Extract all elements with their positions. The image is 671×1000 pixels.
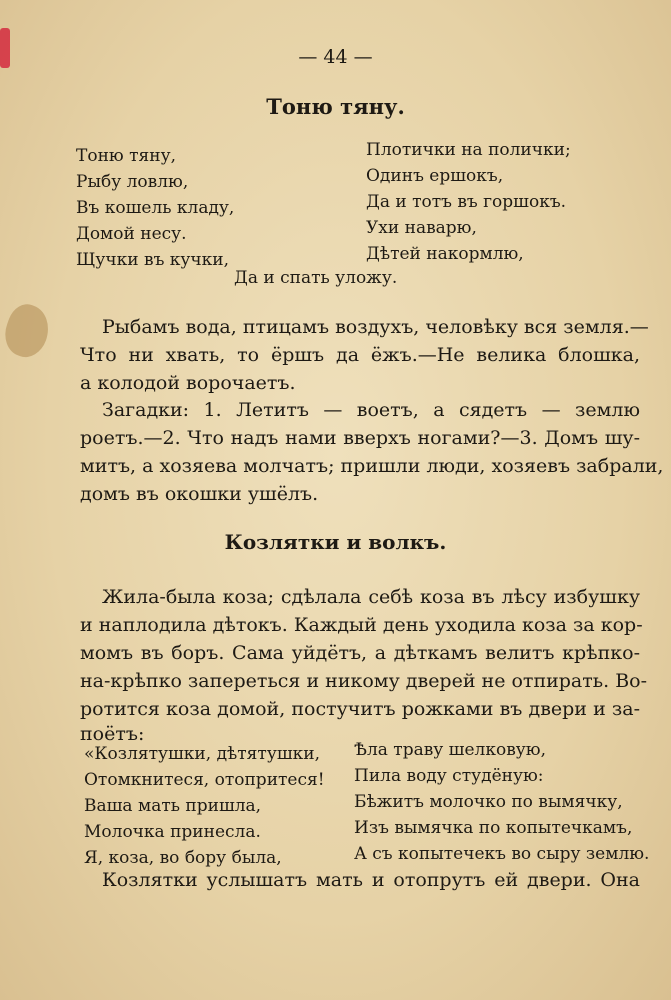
text-line: митъ, а хозяева молчатъ; пришли люди, хозяевъ забрали, (80, 455, 664, 477)
song-line: Ѣла траву шелковую, (354, 740, 546, 760)
text-line: поётъ: (80, 723, 145, 745)
poem-left-column (76, 143, 234, 273)
text-line: Загадки: 1. Летитъ — воетъ, а сядетъ — землю (102, 399, 640, 421)
text-line: Рыбамъ вода, птицамъ воздухъ, человѣку вся земля.— (102, 316, 649, 338)
poem-line: Ухи наварю, (366, 218, 477, 238)
poem-line: Въ кошель кладу, (76, 198, 235, 218)
poem-line: Тоню тяну, (76, 146, 176, 166)
text-line: Козлятки услышатъ мать и отопрутъ ей двери. Она (102, 869, 640, 891)
song-line: Ваша мать пришла, (84, 796, 262, 816)
text-line: Что ни хвать, то ёршъ да ёжъ.—Не велика блошка, (80, 344, 640, 366)
poem-last-line: Да и спать уложу. (234, 268, 398, 288)
song-line: Молочка принесла. (84, 822, 261, 842)
poem-line: Плотички на полички; (366, 140, 571, 160)
song-line: «Козлятушки, дѣтятушки, (84, 744, 320, 764)
text-line: Жила-была коза; сдѣлала себѣ коза въ лѣсу избушку (102, 586, 640, 608)
song-line: Изъ вымячка по копытечкамъ, (354, 818, 633, 838)
poem-line: Щучки въ кучки, (76, 250, 230, 270)
paper-stain (0, 299, 56, 362)
song-line: Я, коза, во бору была, (84, 848, 282, 868)
song-line: Бѣжитъ молочко по вымячку, (354, 792, 623, 812)
song-line: Пила воду студёную: (354, 766, 544, 786)
song-left-column (84, 741, 325, 871)
text-line: момъ въ боръ. Сама уйдётъ, а дѣткамъ велитъ крѣпко- (80, 642, 640, 664)
poem-title: Тоню тяну. (266, 94, 405, 119)
page-number: — 44 — (298, 46, 373, 68)
poem-line: Рыбу ловлю, (76, 172, 189, 192)
text-line: роетъ.—2. Что надъ нами вверхъ ногами?—3. Домъ шу- (80, 427, 640, 449)
text-line: на-крѣпко запереться и никому дверей не отпирать. Во- (80, 670, 648, 692)
text-line: домъ въ окошки ушёлъ. (80, 483, 319, 505)
song-line: Отомкнитеся, отопритеся! (84, 770, 325, 790)
poem-right-column (366, 137, 571, 267)
poem-line: Дѣтей накормлю, (366, 244, 524, 264)
story-title: Козлятки и волкъ. (224, 530, 447, 554)
song-line: А съ копытечекъ во сыру землю. (354, 844, 650, 864)
song-right-column (354, 737, 649, 867)
poem-line: Одинъ ершокъ, (366, 166, 504, 186)
poem-line: Да и тотъ въ горшокъ. (366, 192, 567, 212)
text-line: а колодой ворочаетъ. (80, 372, 296, 394)
text-line: ротится коза домой, постучитъ рожками въ двери и за- (80, 698, 640, 720)
poem-line: Домой несу. (76, 224, 187, 244)
text-line: и наплодила дѣтокъ. Каждый день уходила коза за кор- (80, 614, 643, 636)
